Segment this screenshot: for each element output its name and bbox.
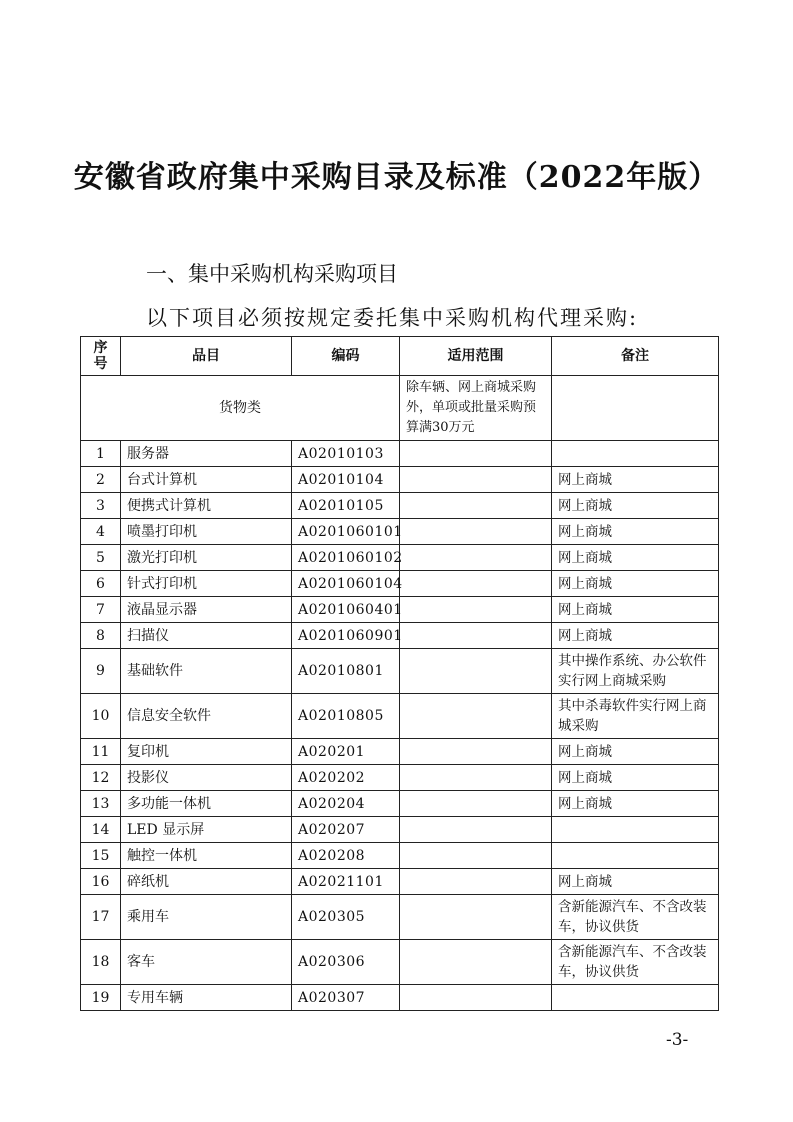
row-note: 网上商城 xyxy=(552,519,719,545)
table-row xyxy=(81,869,719,895)
row-code: A020208 xyxy=(292,843,400,869)
table-row xyxy=(81,623,719,649)
row-scope xyxy=(400,694,552,739)
row-item: 台式计算机 xyxy=(121,467,292,493)
table-row xyxy=(81,545,719,571)
table-header-row xyxy=(81,337,719,376)
row-note: 其中杀毒软件实行网上商城采购 xyxy=(552,694,719,739)
row-number: 1 xyxy=(81,441,121,467)
row-number: 3 xyxy=(81,493,121,519)
row-number: 18 xyxy=(81,940,121,985)
row-number: 17 xyxy=(81,895,121,940)
table-row xyxy=(81,817,719,843)
row-scope xyxy=(400,739,552,765)
row-scope xyxy=(400,597,552,623)
row-code: A020307 xyxy=(292,985,400,1011)
header-seq: 序 号 xyxy=(81,337,121,376)
row-code: A020204 xyxy=(292,791,400,817)
category-note xyxy=(552,376,719,441)
intro-paragraph: 以下项目必须按规定委托集中采购机构代理采购: xyxy=(146,306,639,330)
row-code: A02010801 xyxy=(292,649,400,694)
table-row xyxy=(81,467,719,493)
row-scope xyxy=(400,493,552,519)
row-number: 13 xyxy=(81,791,121,817)
row-number: 15 xyxy=(81,843,121,869)
row-code: A0201060101 xyxy=(292,519,400,545)
row-note xyxy=(552,985,719,1011)
row-item: 激光打印机 xyxy=(121,545,292,571)
row-item: 针式打印机 xyxy=(121,571,292,597)
row-item: 扫描仪 xyxy=(121,623,292,649)
row-scope xyxy=(400,765,552,791)
category-row xyxy=(81,376,719,441)
row-item: 服务器 xyxy=(121,441,292,467)
row-scope xyxy=(400,441,552,467)
row-note: 网上商城 xyxy=(552,765,719,791)
row-note: 含新能源汽车、不含改装车，协议供货 xyxy=(552,895,719,940)
row-note xyxy=(552,843,719,869)
table-row xyxy=(81,895,719,940)
row-note: 其中操作系统、办公软件实行网上商城采购 xyxy=(552,649,719,694)
row-code: A02010805 xyxy=(292,694,400,739)
row-note: 网上商城 xyxy=(552,597,719,623)
row-scope xyxy=(400,519,552,545)
row-item: 专用车辆 xyxy=(121,985,292,1011)
row-scope xyxy=(400,895,552,940)
table-row xyxy=(81,739,719,765)
row-code: A020201 xyxy=(292,739,400,765)
row-code: A02021101 xyxy=(292,869,400,895)
row-scope xyxy=(400,791,552,817)
row-item: 信息安全软件 xyxy=(121,694,292,739)
table-row xyxy=(81,441,719,467)
row-note: 网上商城 xyxy=(552,545,719,571)
row-number: 6 xyxy=(81,571,121,597)
procurement-table xyxy=(80,336,719,1011)
row-item: 便携式计算机 xyxy=(121,493,292,519)
header-item: 品目 xyxy=(121,337,292,376)
table-row xyxy=(81,649,719,694)
row-item: 客车 xyxy=(121,940,292,985)
row-scope xyxy=(400,571,552,597)
row-scope xyxy=(400,843,552,869)
row-number: 11 xyxy=(81,739,121,765)
row-number: 14 xyxy=(81,817,121,843)
document-title: 安徽省政府集中采购目录及标准（2022年版） xyxy=(73,160,720,195)
row-note xyxy=(552,817,719,843)
row-item: 基础软件 xyxy=(121,649,292,694)
table-row xyxy=(81,519,719,545)
row-item: 乘用车 xyxy=(121,895,292,940)
table-row xyxy=(81,765,719,791)
row-number: 10 xyxy=(81,694,121,739)
row-item: 触控一体机 xyxy=(121,843,292,869)
category-scope: 除车辆、网上商城采购外，单项或批量采购预算满30万元 xyxy=(400,376,552,441)
row-number: 19 xyxy=(81,985,121,1011)
table-row xyxy=(81,597,719,623)
row-code: A0201060901 xyxy=(292,623,400,649)
row-code: A020305 xyxy=(292,895,400,940)
row-scope xyxy=(400,649,552,694)
section-heading: 一、集中采购机构采购项目 xyxy=(146,262,398,286)
header-code: 编码 xyxy=(292,337,400,376)
row-number: 2 xyxy=(81,467,121,493)
row-scope xyxy=(400,869,552,895)
row-note: 网上商城 xyxy=(552,467,719,493)
row-code: A02010104 xyxy=(292,467,400,493)
row-number: 12 xyxy=(81,765,121,791)
table-row xyxy=(81,493,719,519)
row-code: A0201060102 xyxy=(292,545,400,571)
row-scope xyxy=(400,940,552,985)
header-scope: 适用范围 xyxy=(400,337,552,376)
row-item: 喷墨打印机 xyxy=(121,519,292,545)
row-number: 5 xyxy=(81,545,121,571)
row-item: 液晶显示器 xyxy=(121,597,292,623)
row-code: A02010105 xyxy=(292,493,400,519)
row-scope xyxy=(400,545,552,571)
row-code: A020202 xyxy=(292,765,400,791)
table-row xyxy=(81,791,719,817)
row-note: 网上商城 xyxy=(552,791,719,817)
row-code: A02010103 xyxy=(292,441,400,467)
row-note: 网上商城 xyxy=(552,739,719,765)
row-note: 网上商城 xyxy=(552,869,719,895)
row-number: 4 xyxy=(81,519,121,545)
page-number: -3- xyxy=(666,1030,689,1050)
row-item: 投影仪 xyxy=(121,765,292,791)
row-code: A0201060104 xyxy=(292,571,400,597)
row-note: 网上商城 xyxy=(552,493,719,519)
row-scope xyxy=(400,623,552,649)
row-number: 9 xyxy=(81,649,121,694)
row-number: 16 xyxy=(81,869,121,895)
row-note: 含新能源汽车、不含改装车，协议供货 xyxy=(552,940,719,985)
row-scope xyxy=(400,985,552,1011)
table-row xyxy=(81,694,719,739)
category-label: 货物类 xyxy=(81,376,400,441)
row-number: 7 xyxy=(81,597,121,623)
row-code: A020306 xyxy=(292,940,400,985)
row-item: LED 显示屏 xyxy=(121,817,292,843)
row-number: 8 xyxy=(81,623,121,649)
row-code: A020207 xyxy=(292,817,400,843)
table-row xyxy=(81,571,719,597)
row-scope xyxy=(400,467,552,493)
row-note xyxy=(552,441,719,467)
row-item: 碎纸机 xyxy=(121,869,292,895)
row-note: 网上商城 xyxy=(552,571,719,597)
row-code: A0201060401 xyxy=(292,597,400,623)
table-row xyxy=(81,843,719,869)
table-row xyxy=(81,940,719,985)
row-scope xyxy=(400,817,552,843)
row-item: 复印机 xyxy=(121,739,292,765)
header-note: 备注 xyxy=(552,337,719,376)
row-item: 多功能一体机 xyxy=(121,791,292,817)
row-note: 网上商城 xyxy=(552,623,719,649)
table-row xyxy=(81,985,719,1011)
